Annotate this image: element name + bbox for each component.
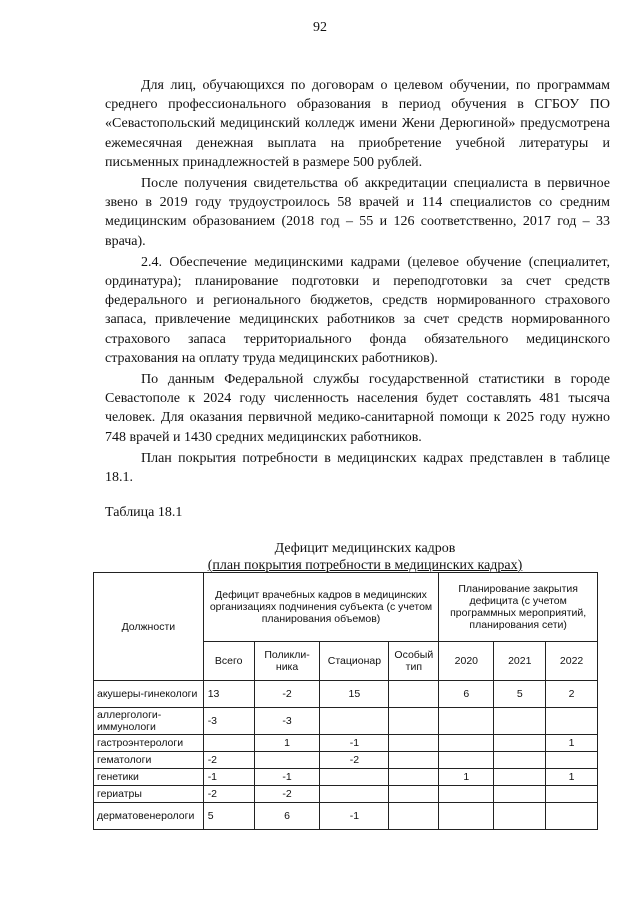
paragraph-plan-reference: План покрытия потребности в медицинских кадрах представлен в таблице 18.1. [105, 450, 610, 486]
cell-total [203, 735, 254, 752]
cell-2021 [494, 803, 546, 830]
cell-special [389, 786, 439, 803]
cell-polyclinic: 6 [254, 803, 320, 830]
cell-2022 [546, 786, 598, 803]
row-position: акушеры-гинекологи [94, 681, 204, 708]
deficit-table-body [94, 681, 598, 830]
cell-special [389, 708, 439, 735]
cell-hospital: -1 [320, 803, 389, 830]
header-2021: 2021 [494, 642, 546, 681]
deficit-table [93, 572, 598, 830]
table-row [94, 681, 598, 708]
row-position: аллергологи-иммунологи [94, 708, 204, 735]
cell-2020 [439, 735, 494, 752]
row-position: генетики [94, 769, 204, 786]
cell-hospital: -2 [320, 752, 389, 769]
cell-2021 [494, 752, 546, 769]
cell-2020: 1 [439, 769, 494, 786]
header-row-groups [94, 573, 598, 642]
deficit-table-header [94, 573, 598, 681]
cell-2022 [546, 752, 598, 769]
cell-special [389, 752, 439, 769]
table-subtitle: (план покрытия потребности в медицинских кадрах) [207, 558, 523, 573]
table-title-block [190, 540, 540, 574]
cell-2022 [546, 803, 598, 830]
cell-2022: 1 [546, 735, 598, 752]
paragraph-section-2-4: 2.4. Обеспечение медицинскими кадрами (целевое обучение (специалитет, ординатура); планирование подготовки и переподготовки за счет средств федерального и регионального бюджетов, средств нормированного страхового запаса, привлечение медицинских работников за счет средств нормированного страхового запаса территориального фонда обязательного медицинского страхования на оплату труда медицинских работников). [105, 254, 610, 366]
cell-special [389, 769, 439, 786]
cell-polyclinic: -1 [254, 769, 320, 786]
cell-2021 [494, 735, 546, 752]
cell-2021 [494, 786, 546, 803]
table-row [94, 803, 598, 830]
cell-special [389, 735, 439, 752]
page-number: 92 [313, 20, 327, 35]
paragraph-accreditation: После получения свидетельства об аккредитации специалиста в первичное звено в 2019 году трудоустроилось 58 врачей и 114 специалистов со средним медицинским образованием (2018 год – 55 и 126 соответственно, 2017 год – 33 врача). [105, 176, 610, 249]
header-polyclinic: Поликли-ника [254, 642, 320, 681]
cell-special [389, 803, 439, 830]
header-special: Особый тип [389, 642, 439, 681]
cell-2021 [494, 708, 546, 735]
cell-polyclinic: -2 [254, 786, 320, 803]
cell-total: -2 [203, 752, 254, 769]
header-2020: 2020 [439, 642, 494, 681]
row-position: гериатры [94, 786, 204, 803]
body-text [105, 76, 610, 489]
cell-hospital [320, 769, 389, 786]
paragraph-statistics: По данным Федеральной службы государственной статистики в городе Севастополе к 2024 году численность населения будет составлять 481 тысяча человек. Для оказания первичной медико-санитарной помощи к 2025 году нужно 748 врачей и 1430 средних медицинских работников. [105, 372, 610, 445]
cell-2022 [546, 708, 598, 735]
cell-2020 [439, 803, 494, 830]
header-positions: Должности [94, 573, 204, 681]
cell-2022: 1 [546, 769, 598, 786]
header-2022: 2022 [546, 642, 598, 681]
cell-2020 [439, 786, 494, 803]
cell-hospital: 15 [320, 681, 389, 708]
cell-2020: 6 [439, 681, 494, 708]
table-row [94, 752, 598, 769]
cell-2020 [439, 752, 494, 769]
cell-total: -2 [203, 786, 254, 803]
paragraph-targeted-training: Для лиц, обучающихся по договорам о целевом обучении, по программам среднего профессионального образования в период обучения в СГБОУ ПО «Севастопольский медицинский колледж имени Жени Дерюгиной» предусмотрена ежемесячная денежная выплата на приобретение учебной литературы и письменных принадлежностей в размере 500 рублей. [105, 78, 610, 170]
cell-2020 [439, 708, 494, 735]
cell-total: -3 [203, 708, 254, 735]
table-row [94, 735, 598, 752]
cell-polyclinic [254, 752, 320, 769]
cell-2021 [494, 769, 546, 786]
cell-polyclinic: -3 [254, 708, 320, 735]
cell-2022: 2 [546, 681, 598, 708]
cell-hospital [320, 708, 389, 735]
cell-2021: 5 [494, 681, 546, 708]
row-position: гастроэнтерологи [94, 735, 204, 752]
cell-special [389, 681, 439, 708]
cell-polyclinic: 1 [254, 735, 320, 752]
cell-polyclinic: -2 [254, 681, 320, 708]
row-position: дерматовенерологи [94, 803, 204, 830]
table-row [94, 708, 598, 735]
cell-total: 13 [203, 681, 254, 708]
row-position: гематологи [94, 752, 204, 769]
table-label: Таблица 18.1 [105, 505, 183, 520]
cell-hospital [320, 786, 389, 803]
header-deficit-group: Дефицит врачебных кадров в медицинских организациях подчинения субъекта (с учетом планирования объемов) [203, 573, 439, 642]
table-title: Дефицит медицинских кадров [274, 541, 456, 556]
header-total: Всего [203, 642, 254, 681]
cell-total: -1 [203, 769, 254, 786]
cell-total: 5 [203, 803, 254, 830]
header-hospital: Стационар [320, 642, 389, 681]
header-plan-group: Планирование закрытия дефицита (с учетом программных мероприятий, планирования сети) [439, 573, 598, 642]
cell-hospital: -1 [320, 735, 389, 752]
table-row [94, 786, 598, 803]
table-row [94, 769, 598, 786]
